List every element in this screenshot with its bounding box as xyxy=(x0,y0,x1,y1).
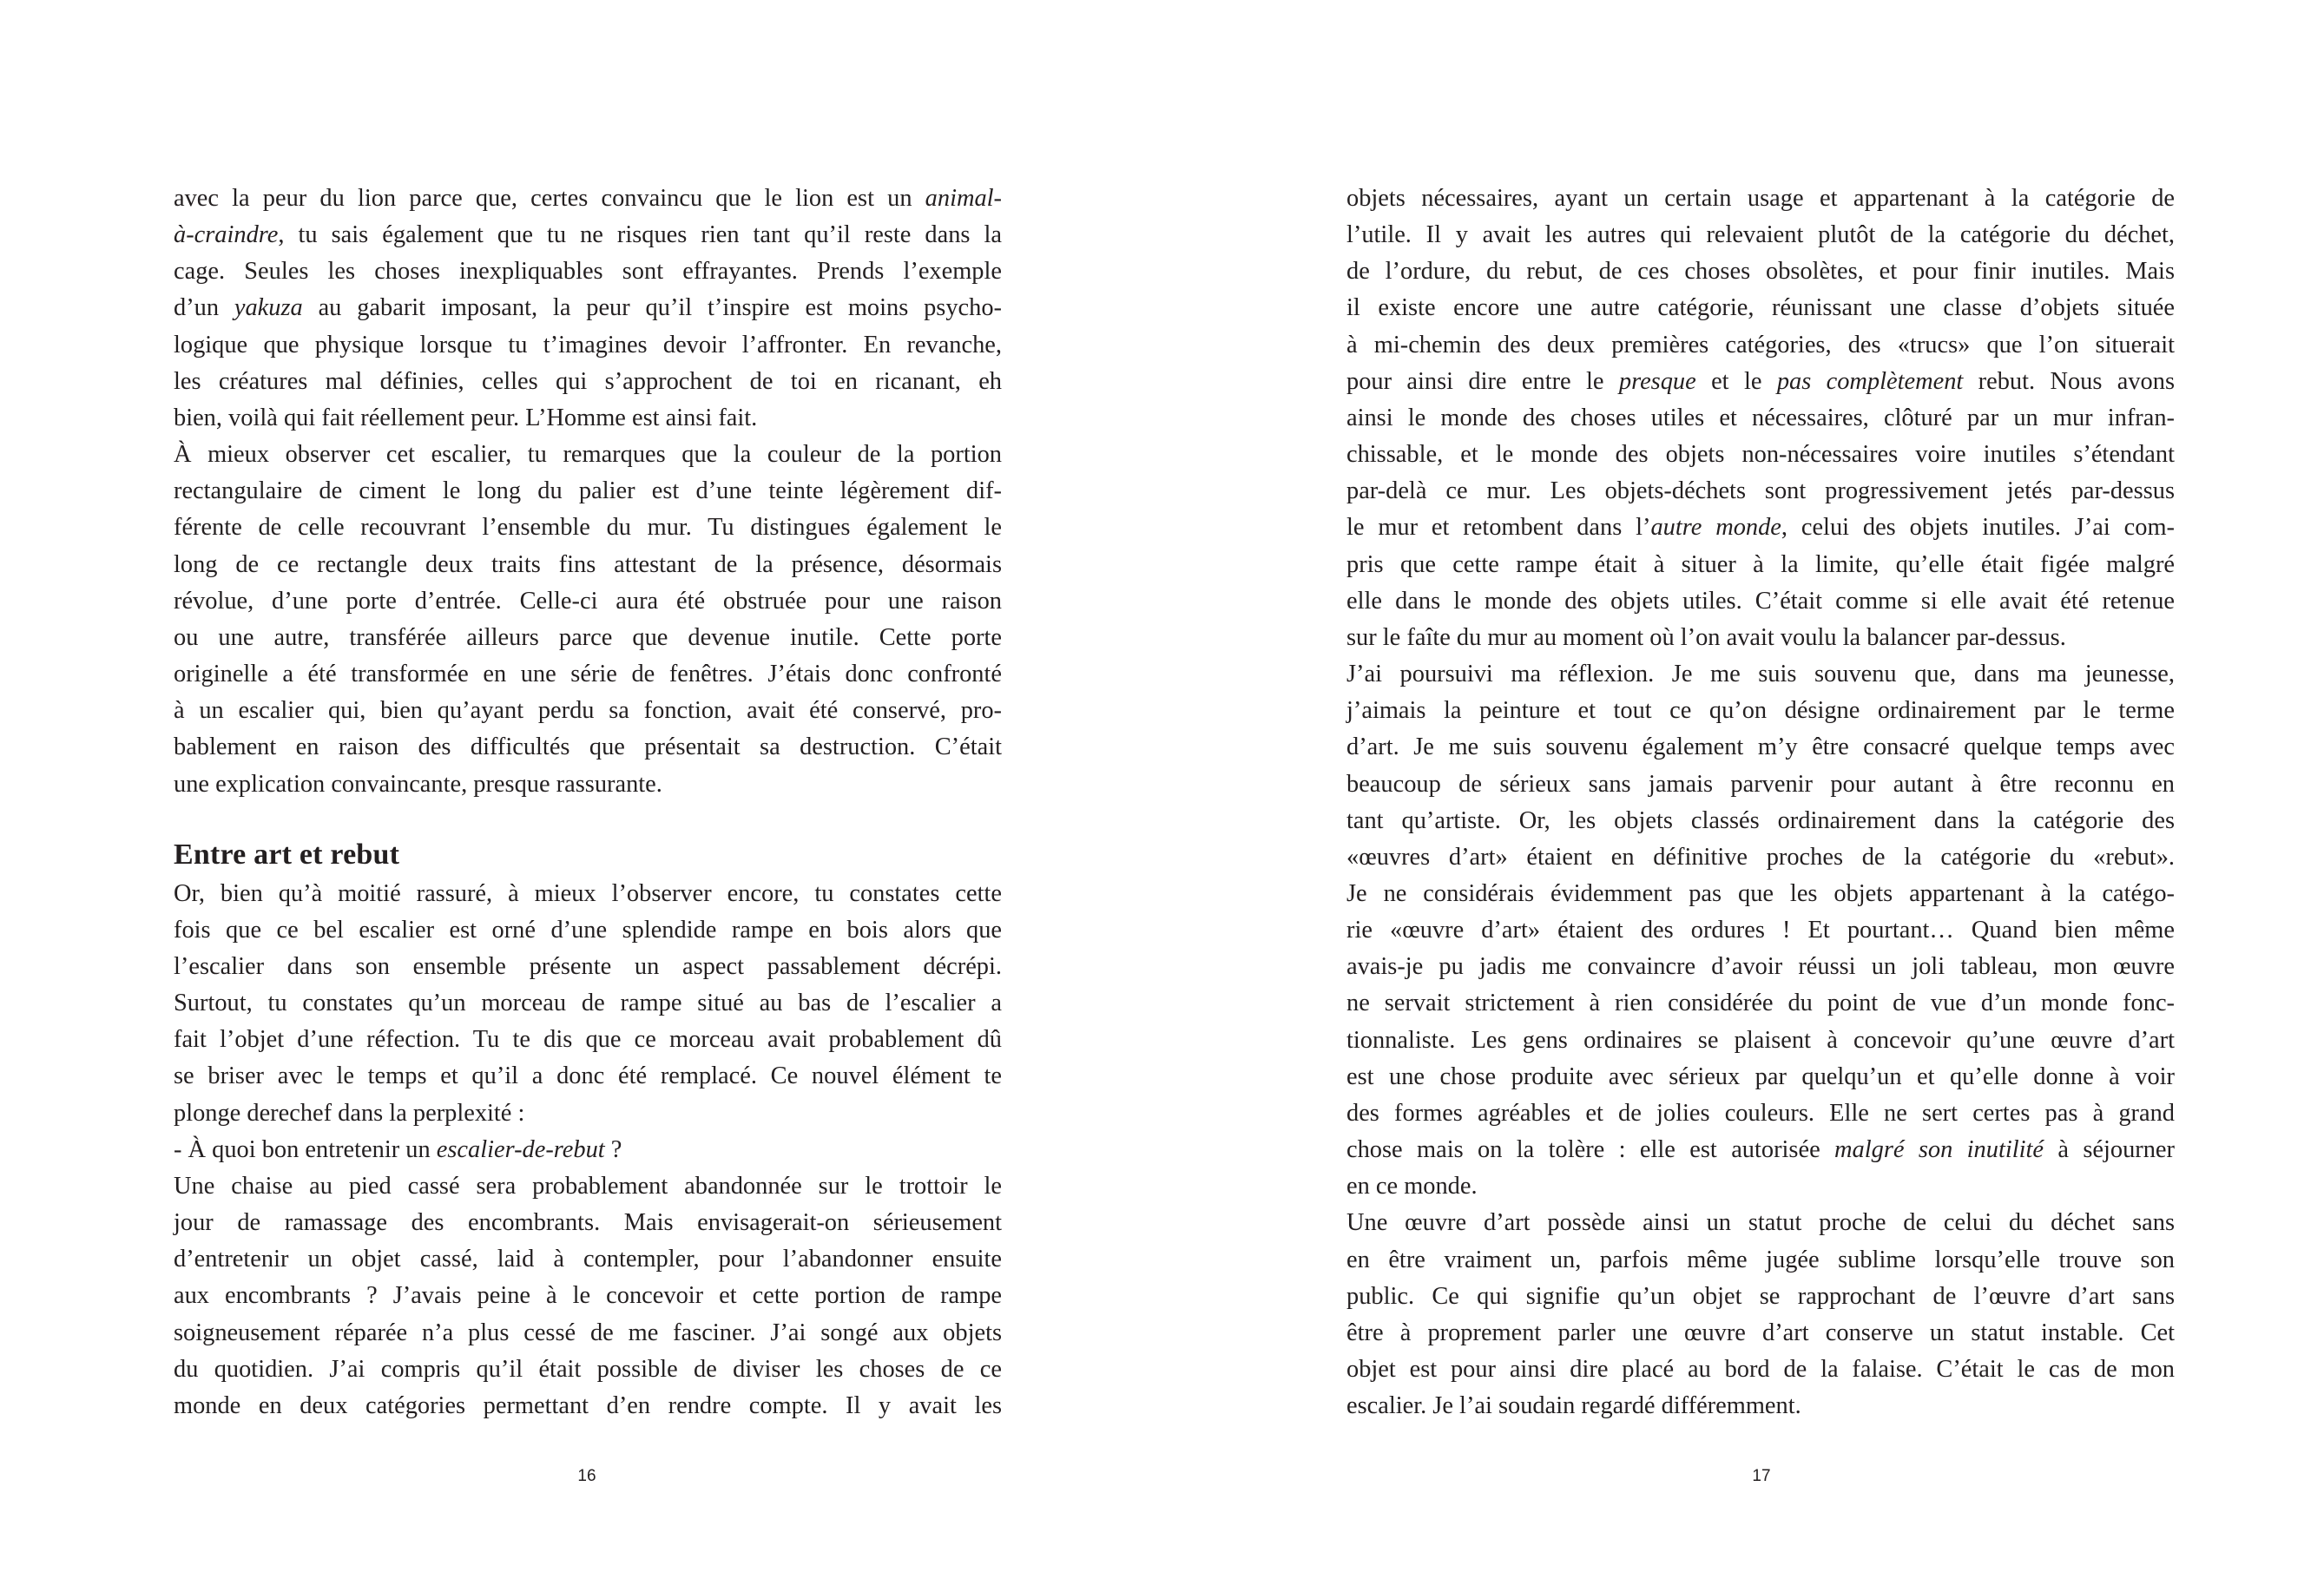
text-line xyxy=(1346,400,2175,437)
text-line xyxy=(174,876,1002,912)
text-line xyxy=(1346,1352,2175,1388)
text-run: pour ainsi dire entre le xyxy=(1346,367,1619,395)
text-line xyxy=(1346,290,2175,326)
text-line xyxy=(174,912,1002,949)
text-run: long de ce rectangle deux traits fins attestant de la présence, désormais xyxy=(174,550,1002,578)
text-line xyxy=(1346,1388,2175,1424)
text-line xyxy=(174,1168,1002,1205)
paragraph xyxy=(1346,181,2175,656)
text-line xyxy=(174,364,1002,400)
text-run: d’un xyxy=(174,294,234,322)
text-run: en être vraiment un, parfois même jugée sublime lorsqu’elle trouve son xyxy=(1346,1246,2175,1273)
text-line xyxy=(174,949,1002,985)
text-run: monde en deux catégories permettant d’en rendre compte. Il y avait les xyxy=(174,1391,1002,1419)
text-line xyxy=(174,1241,1002,1278)
text-run: bablement en raison des difficultés que présentait sa destruction. C’était xyxy=(174,733,1002,761)
text-line xyxy=(174,1095,1002,1132)
italic-text: à-craindre xyxy=(174,221,279,249)
text-line xyxy=(174,1352,1002,1388)
text-run: rectangulaire de ciment le long du palier est d’une teinte légèrement dif- xyxy=(174,477,1002,505)
text-run: objet est pour ainsi dire placé au bord de la falaise. C’était le cas de mon xyxy=(1346,1356,2175,1383)
text-run: - À quoi bon entretenir un xyxy=(174,1135,437,1163)
text-run: chose mais on la tolère : elle est autorisée xyxy=(1346,1136,1835,1164)
text-run: rebut. Nous avons xyxy=(1963,367,2175,395)
text-run: J’ai poursuivi ma réflexion. Je me suis souvenu que, dans ma jeunesse, xyxy=(1346,661,2175,688)
text-run: férente de celle recouvrant l’ensemble du mur. Tu distingues également le xyxy=(174,514,1002,542)
text-line xyxy=(1346,253,2175,290)
left-page-text-column xyxy=(174,181,1002,1424)
text-run: de l’ordure, du rebut, de ces choses obsolètes, et pour finir inutiles. Mais xyxy=(1346,258,2175,286)
text-line xyxy=(1346,656,2175,693)
section-heading: Entre art et rebut xyxy=(174,838,400,871)
text-run: d’entretenir un objet cassé, laid à contempler, pour l’abandonner ensuite xyxy=(174,1246,1002,1273)
text-run: à un escalier qui, bien qu’ayant perdu sa fonction, avait été conservé, pro- xyxy=(174,697,1002,725)
paragraph xyxy=(174,876,1002,1132)
text-run: avec la peur du lion parce que, certes convaincu que le lion est un xyxy=(174,185,925,212)
text-run: par-delà ce mur. Les objets-déchets sont progressivement jetés par-dessus xyxy=(1346,477,2175,505)
text-run: escalier. Je l’ai soudain regardé différemment. xyxy=(1346,1392,1801,1420)
text-run: ? xyxy=(604,1135,622,1163)
text-line xyxy=(1346,510,2175,546)
text-line xyxy=(1346,693,2175,729)
text-run: fois que ce bel escalier est orné d’une splendide rampe en bois alors que xyxy=(174,916,1002,944)
text-line xyxy=(1346,949,2175,985)
text-line xyxy=(1346,1279,2175,1315)
text-run: l’escalier dans son ensemble présente un aspect passablement décrépi. xyxy=(174,952,1002,980)
text-line xyxy=(174,766,1002,803)
text-line xyxy=(1346,1242,2175,1279)
page-number-right: 17 xyxy=(1752,1467,1771,1485)
text-line xyxy=(1346,839,2175,876)
text-line xyxy=(1346,547,2175,583)
text-run: ou une autre, transférée ailleurs parce que devenue inutile. Cette porte xyxy=(174,623,1002,651)
text-line xyxy=(1346,1205,2175,1241)
text-line xyxy=(174,473,1002,510)
text-run: aux encombrants ? J’avais peine à le concevoir et cette portion de rampe xyxy=(174,1282,1002,1310)
text-run: , celui des objets inutiles. J’ai com- xyxy=(1781,514,2175,542)
text-line xyxy=(1346,473,2175,510)
text-line xyxy=(1346,803,2175,839)
text-run: À mieux observer cet escalier, tu remarques que la couleur de la portion xyxy=(174,441,1002,469)
page-number-left: 16 xyxy=(577,1467,596,1485)
text-line xyxy=(174,1132,1002,1168)
text-run: au gabarit imposant, la peur qu’il t’inspire est moins psycho- xyxy=(302,294,1002,322)
text-line xyxy=(174,985,1002,1022)
text-run: révolue, d’une porte d’entrée. Celle-ci aura été obstruée pour une raison xyxy=(174,587,1002,615)
text-line xyxy=(174,1315,1002,1352)
text-run: public. Ce qui signifie qu’un objet se rapprochant de l’œuvre d’art sans xyxy=(1346,1282,2175,1310)
text-line xyxy=(1346,620,2175,656)
text-line xyxy=(174,547,1002,583)
text-run: bien, voilà qui fait réellement peur. L’Homme est ainsi fait. xyxy=(174,404,758,431)
text-line xyxy=(174,437,1002,473)
text-line xyxy=(1346,766,2175,803)
text-run: plonge derechef dans la perplexité : xyxy=(174,1099,525,1127)
text-run: des formes agréables et de jolies couleurs. Elle ne sert certes pas à grand xyxy=(1346,1099,2175,1127)
text-line xyxy=(174,1388,1002,1424)
italic-text: yakuza xyxy=(234,294,303,322)
text-run: «œuvres d’art» étaient en définitive proches de la catégorie du «rebut». xyxy=(1346,843,2175,871)
text-line xyxy=(1346,1095,2175,1132)
text-run: être à proprement parler une œuvre d’art conserve un statut instable. Cet xyxy=(1346,1319,2175,1346)
text-line xyxy=(174,729,1002,766)
text-run: chissable, et le monde des objets non-nécessaires voire inutiles s’étendant xyxy=(1346,441,2175,469)
text-line xyxy=(1346,1315,2175,1352)
text-run: soigneusement réparée n’a plus cessé de me fasciner. J’ai songé aux objets xyxy=(174,1319,1002,1346)
text-run: le mur et retombent dans l’ xyxy=(1346,514,1651,542)
text-run: logique que physique lorsque tu t’imagines devoir l’affronter. En revanche, xyxy=(174,331,1002,358)
text-line xyxy=(174,290,1002,326)
paragraph xyxy=(1346,1205,2175,1424)
text-line xyxy=(1346,1168,2175,1205)
text-line xyxy=(174,656,1002,693)
text-run: jour de ramassage des encombrants. Mais envisagerait-on sérieusement xyxy=(174,1209,1002,1237)
text-run: tionnaliste. Les gens ordinaires se plaisent à concevoir qu’une œuvre d’art xyxy=(1346,1026,2175,1054)
text-run: Une chaise au pied cassé sera probablement abandonnée sur le trottoir le xyxy=(174,1172,1002,1200)
text-line xyxy=(174,510,1002,546)
text-run: est une chose produite avec sérieux par quelqu’un et qu’elle donne à voir xyxy=(1346,1062,2175,1090)
text-line xyxy=(1346,1023,2175,1059)
text-line xyxy=(1346,985,2175,1022)
text-line xyxy=(1346,364,2175,400)
right-page xyxy=(1162,0,2324,1572)
paragraph xyxy=(174,437,1002,803)
text-line xyxy=(1346,327,2175,364)
text-run: fait l’objet d’une réfection. Tu te dis que ce morceau avait probablement dû xyxy=(174,1026,1002,1054)
text-line xyxy=(174,620,1002,656)
text-run: ne servait strictement à rien considérée du point de vue d’un monde fonc- xyxy=(1346,990,2175,1017)
text-run: rie «œuvre d’art» étaient des ordures ! Et pourtant… Quand bien même xyxy=(1346,917,2175,944)
text-run: objets nécessaires, ayant un certain usage et appartenant à la catégorie de xyxy=(1346,185,2175,212)
text-run: d’art. Je me suis souvenu également m’y être consacré quelque temps avec xyxy=(1346,733,2175,761)
paragraph xyxy=(174,1168,1002,1424)
text-run: j’aimais la peinture et tout ce qu’on désigne ordinairement par le terme xyxy=(1346,697,2175,725)
italic-text: autre monde xyxy=(1650,514,1781,542)
text-run: à séjourner xyxy=(2044,1136,2175,1164)
text-line xyxy=(174,181,1002,217)
text-run: les créatures mal définies, celles qui s’approchent de toi en ricanant, eh xyxy=(174,367,1002,395)
text-line xyxy=(174,253,1002,290)
text-line xyxy=(174,693,1002,729)
text-line xyxy=(174,400,1002,437)
italic-text: malgré son inutilité xyxy=(1834,1136,2044,1164)
text-run: du quotidien. J’ai compris qu’il était possible de diviser les choses de ce xyxy=(174,1355,1002,1383)
text-run: elle dans le monde des objets utiles. C’était comme si elle avait été retenue xyxy=(1346,587,2175,615)
text-line xyxy=(1346,583,2175,620)
text-run: avais-je pu jadis me convaincre d’avoir réussi un joli tableau, mon œuvre xyxy=(1346,953,2175,981)
text-line xyxy=(1346,437,2175,473)
text-line xyxy=(174,327,1002,364)
text-run: originelle a été transformée en une série de fenêtres. J’étais donc confronté xyxy=(174,661,1002,688)
text-run: tant qu’artiste. Or, les objets classés ordinairement dans la catégorie des xyxy=(1346,806,2175,834)
text-run: ainsi le monde des choses utiles et nécessaires, clôturé par un mur infran- xyxy=(1346,404,2175,431)
text-run: en ce monde. xyxy=(1346,1173,1478,1200)
text-run: beaucoup de sérieux sans jamais parvenir pour autant à être reconnu en xyxy=(1346,770,2175,798)
text-line xyxy=(1346,217,2175,253)
paragraph xyxy=(174,1132,1002,1168)
text-run: Je ne considérais évidemment pas que les objets appartenant à la catégo- xyxy=(1346,879,2175,907)
italic-text: pas complètement xyxy=(1776,367,1964,395)
text-run: , tu sais également que tu ne risques rien tant qu’il reste dans la xyxy=(278,221,1002,249)
text-run: il existe encore une autre catégorie, réunissant une classe d’objets située xyxy=(1346,294,2175,322)
text-run: se briser avec le temps et qu’il a donc été remplacé. Ce nouvel élément te xyxy=(174,1062,1002,1090)
text-run: et le xyxy=(1695,367,1777,395)
text-line xyxy=(174,1205,1002,1241)
text-run: sur le faîte du mur au moment où l’on avait voulu la balancer par-dessus. xyxy=(1346,623,2066,651)
text-line xyxy=(174,1278,1002,1314)
text-run: Or, bien qu’à moitié rassuré, à mieux l’observer encore, tu constates cette xyxy=(174,879,1002,907)
italic-text: escalier-de-rebut xyxy=(436,1135,605,1163)
italic-text: animal- xyxy=(925,185,1002,212)
text-line xyxy=(1346,729,2175,766)
text-run: cage. Seules les choses inexpliquables sont effrayantes. Prends l’exemple xyxy=(174,258,1002,286)
text-run: une explication convaincante, presque rassurante. xyxy=(174,770,662,798)
text-line xyxy=(1346,1132,2175,1168)
text-run: Une œuvre d’art possède ainsi un statut proche de celui du déchet sans xyxy=(1346,1209,2175,1237)
text-line xyxy=(1346,912,2175,949)
text-line xyxy=(1346,876,2175,912)
text-line xyxy=(1346,181,2175,217)
italic-text: presque xyxy=(1618,367,1696,395)
paragraph xyxy=(174,181,1002,437)
text-run: pris que cette rampe était à situer à la limite, qu’elle était figée malgré xyxy=(1346,550,2175,578)
text-line xyxy=(174,1022,1002,1058)
text-line xyxy=(174,1058,1002,1095)
text-run: l’utile. Il y avait les autres qui relevaient plutôt de la catégorie du déchet, xyxy=(1346,221,2175,249)
text-line xyxy=(174,583,1002,620)
text-line xyxy=(174,217,1002,253)
text-run: Surtout, tu constates qu’un morceau de rampe situé au bas de l’escalier a xyxy=(174,990,1002,1017)
text-run: à mi-chemin des deux premières catégories, des «trucs» que l’on situerait xyxy=(1346,331,2175,358)
paragraph xyxy=(1346,656,2175,1205)
right-page-text-column xyxy=(1346,181,2175,1424)
text-line xyxy=(1346,1059,2175,1095)
